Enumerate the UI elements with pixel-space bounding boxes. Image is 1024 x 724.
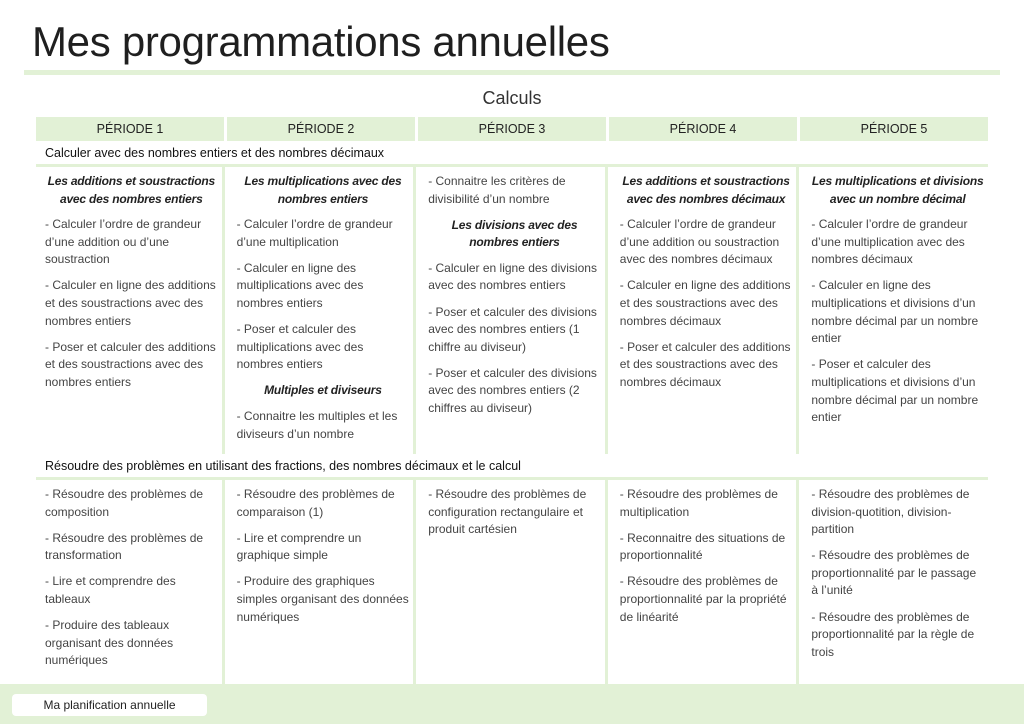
period-column: [802, 480, 988, 696]
competency-item: - Calculer l’ordre de grandeur d’une multiplication avec des nombres décimaux: [811, 217, 968, 267]
competency-item: - Poser et calculer des divisions avec des nombres entiers (2 chiffres au diviseur): [428, 365, 597, 416]
competency-item: - Calculer en ligne des additions et des soustractions avec des nombres décimaux: [619, 278, 791, 328]
competency-item: - Résoudre des problèmes de comparaison (1): [236, 487, 395, 519]
period-column: [611, 167, 800, 454]
period-column: [228, 167, 417, 454]
competency-item: - Produire des tableaux organisant des données numériques: [45, 618, 174, 668]
competency-item: - Résoudre des problèmes de configuration rectangulaire et produit cartésien: [428, 487, 587, 537]
subtopic-heading: Les additions et soustractions avec des nombres décimaux: [622, 174, 790, 206]
period-column: [228, 480, 417, 696]
period-header-4: PÉRIODE 4: [609, 117, 797, 141]
period-header-row: [36, 117, 988, 141]
competency-item: - Résoudre des problèmes de multiplication: [619, 487, 778, 519]
section-row-calcul: [36, 167, 988, 454]
competency-item: - Résoudre des problèmes de transformation: [45, 530, 204, 563]
competency-item: - Résoudre des problèmes de proportionnalité par la règle de trois: [811, 609, 975, 659]
competency-item: - Calculer l’ordre de grandeur d’une addition ou soustraction avec des nombres décimaux: [619, 217, 780, 267]
competency-item: - Résoudre des problèmes de division-quotition, division-partition: [811, 487, 970, 537]
competency-item: - Calculer en ligne des multiplications et divisions d’un nombre décimal par un nombre entier: [811, 278, 979, 346]
section-heading-problemes: Résoudre des problèmes en utilisant des fractions, des nombres décimaux et le calcul: [36, 454, 988, 480]
period-column: [36, 167, 225, 454]
period-header-3: PÉRIODE 3: [418, 117, 606, 141]
section-row-problemes: [36, 480, 988, 699]
competency-item: - Poser et calculer des additions et des soustractions avec des nombres décimaux: [619, 339, 791, 389]
competency-item: - Calculer en ligne des multiplications avec des nombres entiers: [236, 260, 364, 311]
period-header-5: PÉRIODE 5: [800, 117, 988, 141]
period-column: [802, 167, 988, 454]
competency-item: - Produire des graphiques simples organisant des données numériques: [236, 574, 409, 624]
footer-label: Ma planification annuelle: [12, 694, 207, 716]
competency-item: - Poser et calculer des additions et des soustractions avec des nombres entiers: [45, 339, 216, 389]
period-header-2: PÉRIODE 2: [227, 117, 415, 141]
period-column: [36, 480, 225, 696]
period-column: [419, 480, 608, 696]
competency-item: - Connaitre les critères de divisibilité d’un nombre: [428, 174, 566, 206]
period-header-1: PÉRIODE 1: [36, 117, 224, 141]
competency-item: - Calculer en ligne des divisions avec des nombres entiers: [428, 260, 597, 293]
section-heading-calcul: Calculer avec des nombres entiers et des nombres décimaux: [36, 141, 988, 167]
page-title: Mes programmations annuelles: [32, 18, 610, 65]
competency-item: - Reconnaitre des situations de proportionnalité: [619, 530, 786, 563]
subtopic-heading: Les divisions avec des nombres entiers: [451, 217, 578, 250]
competency-item: - Lire et comprendre un graphique simple: [236, 530, 362, 563]
period-column: [611, 480, 800, 696]
programmation-table: [36, 117, 988, 699]
competency-item: - Résoudre des problèmes de composition: [45, 487, 204, 519]
competency-item: - Résoudre des problèmes de proportionnalité par la propriété de linéarité: [619, 574, 787, 624]
competency-item: - Résoudre des problèmes de proportionnalité par le passage à l’unité: [811, 548, 977, 598]
title-divider: [24, 70, 1000, 75]
competency-item: - Lire et comprendre des tableaux: [45, 574, 176, 606]
competency-item: - Calculer l’ordre de grandeur d’une addition ou d’une soustraction: [45, 217, 202, 267]
subtopic-heading: Les multiplications avec des nombres entiers: [244, 174, 402, 206]
competency-item: - Connaitre les multiples et les diviseurs d’un nombre: [236, 409, 398, 441]
competency-item: - Poser et calculer des multiplications et divisions d’un nombre décimal par un nombre entier: [811, 357, 979, 425]
competency-item: - Calculer l’ordre de grandeur d’une multiplication: [236, 217, 393, 249]
competency-item: - Poser et calculer des multiplications avec des nombres entiers: [236, 322, 364, 372]
competency-item: - Calculer en ligne des additions et des soustractions avec des nombres entiers: [45, 278, 216, 328]
subtopic-heading: Multiples et diviseurs: [264, 383, 382, 398]
subtopic-heading: Les multiplications et divisions avec un nombre décimal: [811, 174, 984, 206]
subtopic-heading: Les additions et soustractions avec des nombres entiers: [47, 174, 215, 206]
period-column: [419, 167, 608, 454]
section-title: Calculs: [482, 88, 542, 108]
competency-item: - Poser et calculer des divisions avec des nombres entiers (1 chiffre au diviseur): [428, 304, 597, 354]
